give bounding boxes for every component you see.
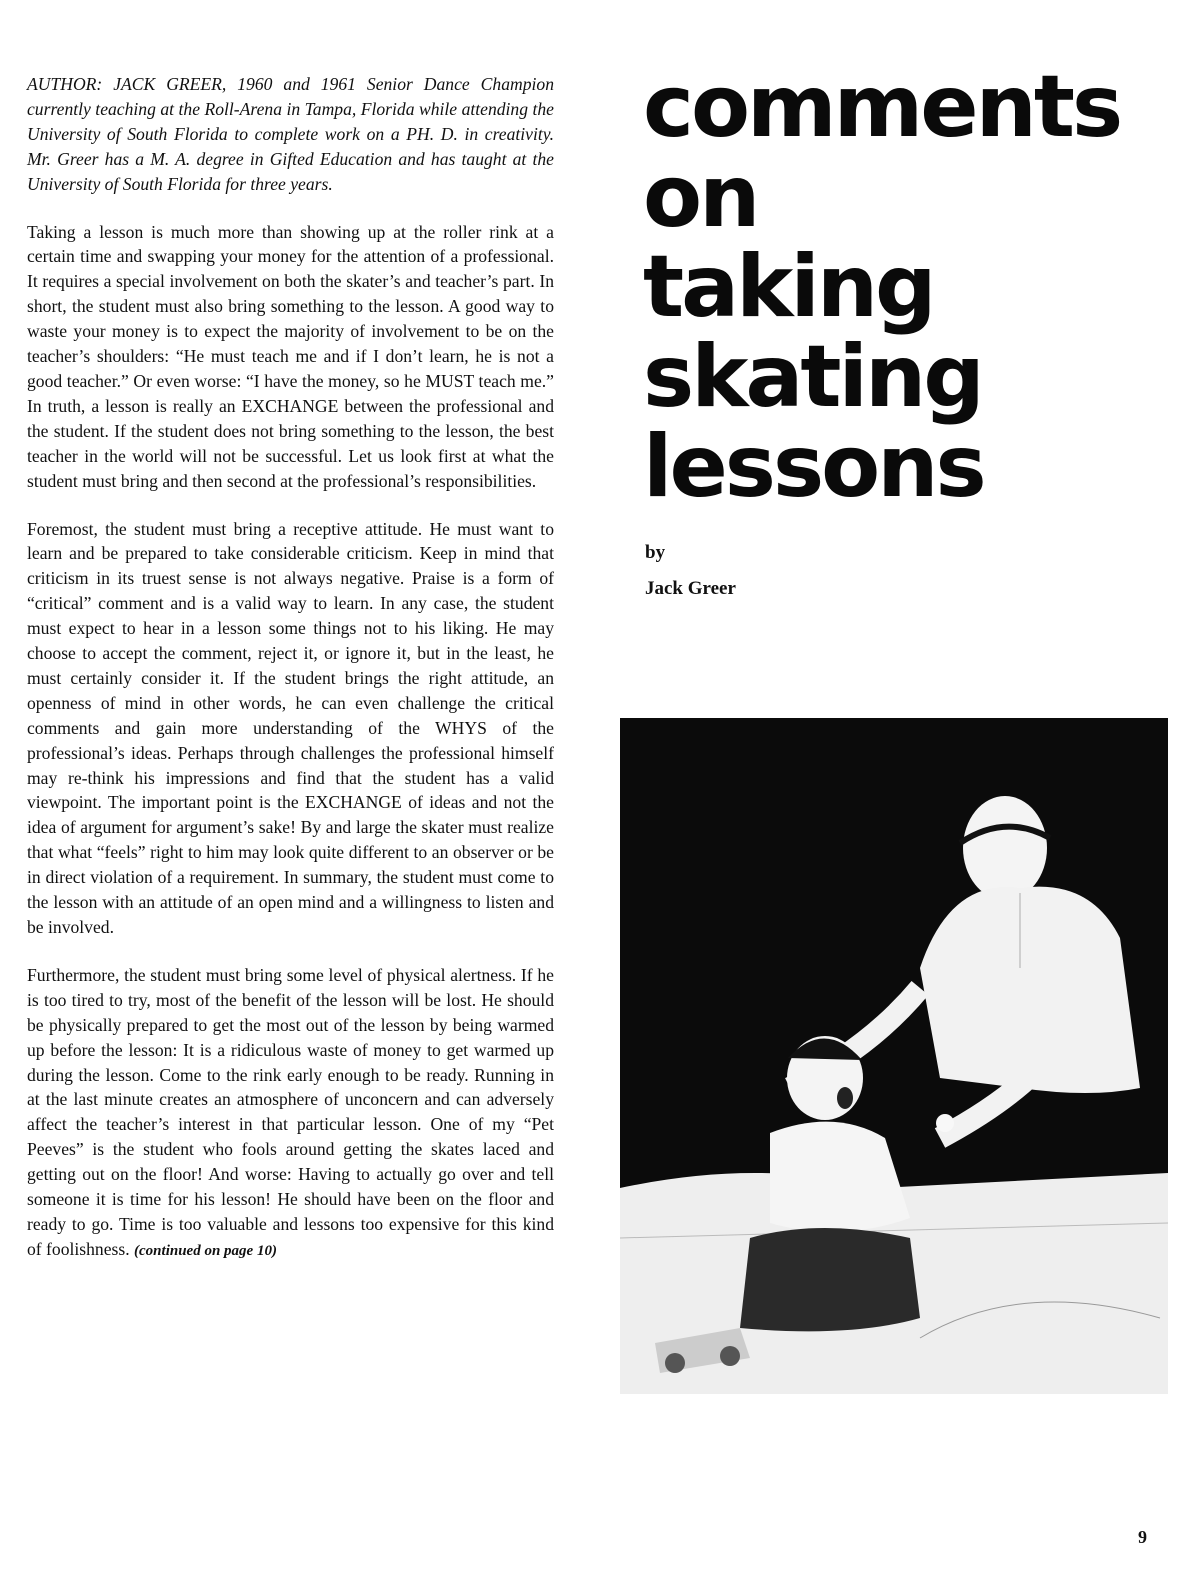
photo-illustration (620, 718, 1168, 1394)
title-line: lessons (643, 417, 984, 517)
byline-by: by (645, 542, 666, 563)
page-number: 9 (1138, 1527, 1147, 1547)
author-note: AUTHOR: JACK GREER, 1960 and 1961 Senior Dance Champion currently teaching at the Roll-Arena in Tampa, Florida while attending the University of South Florida to complete work on a PH. D. in creativity. Mr. Greer has a M. A. degree in Gifted Education and has taught at the University of South Florida for three years. (27, 74, 554, 194)
article-paragraph-last (27, 963, 554, 1264)
article-paragraph-text: Furthermore, the student must bring some level of physical alertness. If he is too tired to try, most of the benefit of the lesson will be lost. He should be physically prepared to get the most out of the lesson by being warmed up before the lesson: It is a ridiculous waste of money to get warmed up during the lesson. Come to the rink early enough to be ready. Running in at the last minute creates an atmosphere of unconcern and can adversely affect the teacher’s interest in that particular lesson. One of my “Pet Peeves” is the student who fools around getting the skates laced and getting out on the floor! And worse: Having to actually go over and tell someone it is time for his lesson! He should have been on the floor and ready to go. Time is too valuable and lessons too expensive for this kind of foolishness. (27, 964, 554, 1259)
title-line: comments (643, 57, 1121, 157)
title-line: on (643, 147, 758, 247)
skating-lesson-photo (620, 718, 1168, 1394)
article-paragraph: Foremost, the student must bring a receptive attitude. He must want to learn and be prepared to take considerable criticism. Keep in mind that criticism in its truest sense is not always negative. Praise is a form of “critical” comment and is a valid way to learn. In any case, the student must expect to hear in a lesson some things not to his liking. He may choose to accept the comment, reject it, or ignore it, but in the least, he must certainly consider it. If the student brings the right attitude, an openness of mind in other words, he can even challenge the critical comments and gain more understanding of the WHYS of the professional’s ideas. Perhaps through challenges the professional himself may re-think his impressions and find that the student has a valid viewpoint. The important point is the EXCHANGE of ideas and not the idea of argument for argument’s sake! By and large the skater must realize that what “feels” right to him may look quite different to an observer or be in direct violation of a requirement. In summary, the student must come to the lesson with an attitude of an open mind and a willingness to listen and be involved. (27, 518, 554, 937)
article-body (27, 72, 554, 1264)
byline-author: Jack Greer (645, 578, 736, 599)
article-paragraph: Taking a lesson is much more than showing up at the roller rink at a certain time and swapping your money for the attention of a professional. It requires a special involvement on both the skater’s and teacher’s part. In short, the student must also bring something to the lesson. A good way to waste your money is to expect the majority of involvement to be on the teacher’s shoulders: “He must teach me and if I don’t learn, he is not a good teacher.” Or even worse: “I have the money, so he MUST teach me.” In truth, a lesson is really an EXCHANGE between the professional and the student. If the student does not bring something to the lesson, the best teacher in the world will not be successful. Let us look first at what the student must bring and then second at the professional’s responsibilities. (27, 221, 554, 491)
title-line: taking (643, 237, 934, 337)
byline (645, 535, 736, 607)
continued-note: (continued on page 10) (134, 1242, 277, 1259)
article-title (643, 57, 1121, 517)
title-line: skating (643, 327, 982, 427)
